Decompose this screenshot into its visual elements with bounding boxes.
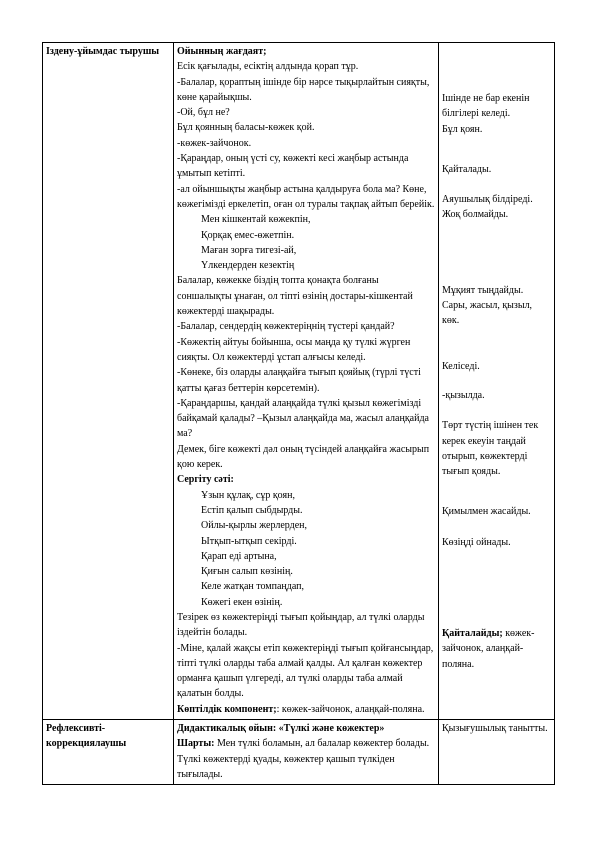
children-response: Бұл қоян. xyxy=(442,123,483,135)
teacher-line: -Көнеке, біз оларды алаңқайға тығып қояйық (түрлі түсті қатты қағаз беттерін көрсетемін). xyxy=(177,367,421,394)
table-row-search-organizing xyxy=(43,43,555,720)
children-response: Келіседі. xyxy=(442,360,480,372)
children-response: Қызығушылық танытты. xyxy=(442,723,548,735)
repeat-text: көжек-зайчонок, алаңқай-поляна. xyxy=(442,628,535,670)
table-row-reflexive-corrective xyxy=(43,720,555,785)
children-activity-cell xyxy=(439,720,555,785)
didactic-game-title: Дидактикалық ойын: «Түлкі және көжектер» xyxy=(177,723,385,735)
children-response: Көзіңді ойнады. xyxy=(442,536,511,548)
teacher-activity-cell xyxy=(174,720,439,785)
children-response: Ішінде не бар екенін білгілері келеді. xyxy=(442,93,530,120)
teacher-line: Балалар, көжекке біздің топта қонақта болғаны соншалықты ұнаған, ол тіпті өзінің достары-кішкентай көжектерді шақырады. xyxy=(177,275,413,318)
children-response: Қимылмен жасайды. xyxy=(442,506,531,518)
teacher-line: -Балалар, қораптың ішінде бір нәрсе тықырлайтын сияқты, көне қарайықшы. xyxy=(177,76,430,103)
stage-cell xyxy=(43,720,174,785)
rule-label: Шарты: xyxy=(177,738,215,750)
teacher-line: Тезірек өз көжектеріңді тығып қойыңдар, ал түлкі оларды іздейтін болады. xyxy=(177,611,425,639)
children-response: Аяушылық білдіреді. Жоқ болмайды. xyxy=(442,194,533,221)
children-response: Қайталады. xyxy=(442,163,492,175)
children-response: Төрт түстің ішінен тек керек екеуін таңдай отырып, көжектерді тығып қояды. xyxy=(442,420,539,478)
trilingual-component xyxy=(177,702,435,717)
stage-name: Рефлексивті-коррекциялаушы xyxy=(46,723,127,750)
poem-line: Ойлы-қырлы жерлерден, xyxy=(201,520,308,532)
poem-line: Қиғын салып көзінің. xyxy=(201,566,293,578)
poem-line: Қарап еді артына, xyxy=(201,550,277,562)
trilingual-label: Көптілдік компонент; xyxy=(177,703,277,715)
teacher-line: -Балалар, сендердің көжектеріңнің түстері қандай? xyxy=(177,321,395,333)
children-response: -қызылда. xyxy=(442,389,485,401)
teacher-line: Есік қағылады, есіктің алдында қорап тұр. xyxy=(177,61,359,73)
poem-line: Ытқып-ытқып секірді. xyxy=(201,535,297,547)
stage-cell xyxy=(43,43,174,720)
teacher-line: -Қараңдар, оның үсті су, көжекті кесі жаңбыр астында ұмытып кетіпті. xyxy=(177,153,409,180)
poem-line: Келе жатқан томпаңдап, xyxy=(201,581,305,593)
children-repeat xyxy=(442,626,551,672)
teacher-line: -Ой, бұл не? xyxy=(177,107,230,119)
poem-line: Маған зорға тигезі-ай, xyxy=(201,244,297,256)
teacher-line: -ал ойыншықты жаңбыр астына қалдыруға бола ма? Көне, көжегімізді еркелетіп, оған ол туралы тақпақ айтып берейік. xyxy=(177,183,435,210)
teacher-line: -Қараңдаршы, қандай алаңқайда түлкі қызыл көжегімізді байқамай қалады? –Қызыл алаңқайда ма, жасыл алаңқайда ма? xyxy=(177,397,429,440)
repeat-label: Қайталайды; xyxy=(442,628,503,640)
rule-text: Мен түлкі боламын, ал балалар көжектер болады. Түлкі көжектерді қуады, көжектер қашып түлкіден тығылады. xyxy=(177,738,430,780)
game-situation-heading: Ойынның жағдаят; xyxy=(177,46,267,57)
game-rule xyxy=(177,736,435,782)
trilingual-text: : көжек-зайчонок, алаңқай-поляна. xyxy=(276,703,425,715)
stage-name: Іздену-ұйымдас тырушы xyxy=(46,46,160,57)
physical-pause-heading: Сергіту сәті: xyxy=(177,474,234,486)
teacher-line: Бұл қоянның баласы-көжек қой. xyxy=(177,122,315,134)
poem-line: Қорқақ емес-өжетпін. xyxy=(201,229,295,241)
poem-line: Естіп қалып сыбдырды. xyxy=(201,504,303,516)
lesson-plan-table xyxy=(42,42,555,785)
poem-line: Көжегі екен өзінің. xyxy=(201,596,283,608)
teacher-activity-cell xyxy=(174,43,439,720)
document-page xyxy=(42,42,554,785)
teacher-line: -Көжектің айтуы бойынша, осы маңда қу түлкі жүрген сияқты. Ол көжектерді ұстап алғысы келеді. xyxy=(177,336,411,363)
children-response: Мұқият тыңдайды. Сары, жасыл, қызыл, көк. xyxy=(442,284,533,327)
children-activity-cell xyxy=(439,43,555,720)
teacher-line: -көжек-зайчонок. xyxy=(177,137,252,149)
poem-line: Үлкендерден кезектің xyxy=(201,260,295,272)
poem-line: Мен кішкентай көжекпін, xyxy=(201,214,311,226)
poem-line: Ұзын құлақ, сұр қоян, xyxy=(201,489,295,501)
teacher-line: Демек, біге көжекті дәл оның түсіндей алаңқайға жасырып қою керек. xyxy=(177,443,430,471)
teacher-line: -Міне, қалай жақсы етіп көжектеріңді тығып қойғансыңдар, тіпті түлкі оларды таба алмай қалды. Ал қалған көжектер орманға қашып үлгереді, ал түлкі оларды таба алмай қалатын болды. xyxy=(177,642,434,700)
